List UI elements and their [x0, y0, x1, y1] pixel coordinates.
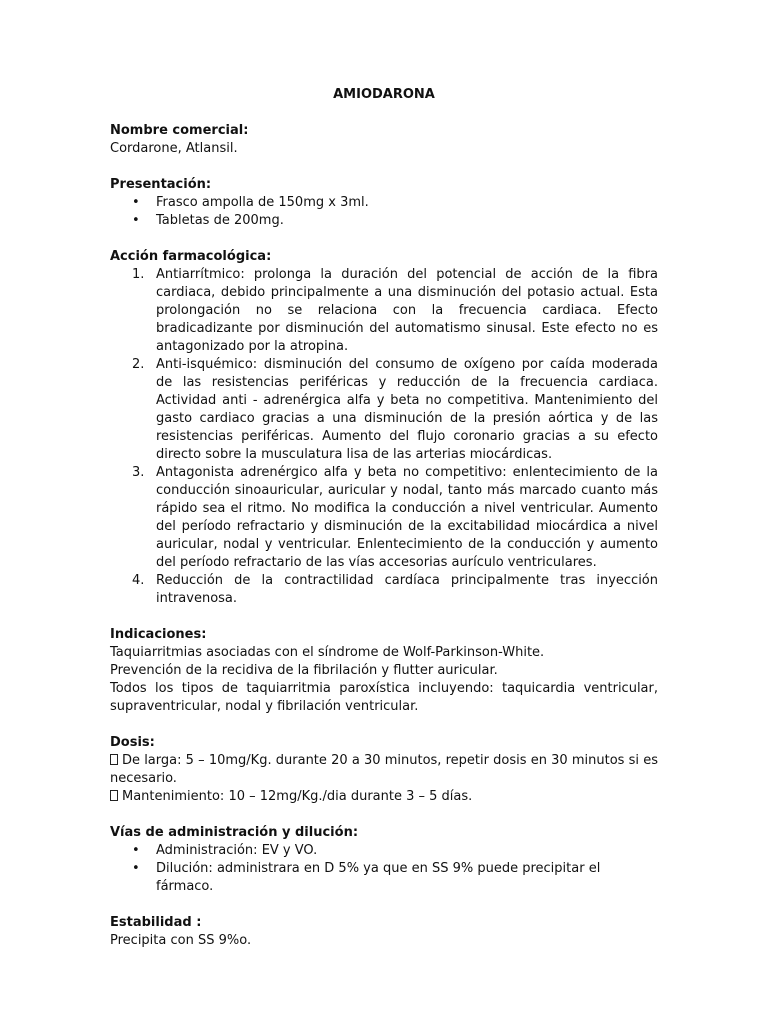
section-text: Precipita con SS 9%o. — [110, 933, 252, 948]
list-item-text: Antagonista adrenérgico alfa y beta no competitivo: enlentecimiento de la conducción sinoauricular, auricular y nodal, tanto más marcado cuanto más rápido sea el ritmo. No modifica la conducción a nivel ventricular. Aumento del período refractario y disminución de la excitabilidad miocárdica a nivel auricular, nodal y ventricular. Enlentecimiento de la conducción y aumento del período refractario de las vías accesorias aurículo ventriculares. — [156, 465, 658, 570]
section-line: Todos los tipos de taquiarritmia paroxística incluyendo: taquicardia ventricular, supraventricular, nodal y fibrilación ventricular. — [110, 681, 658, 714]
bullet-icon: • — [132, 195, 140, 210]
section-accion-farmacologica — [110, 248, 658, 608]
list-number: 3. — [132, 465, 145, 480]
section-title: Vías de administración y dilución: — [110, 825, 359, 840]
bullet-icon: • — [132, 861, 140, 876]
numbered-list — [110, 266, 658, 608]
list-item — [110, 356, 658, 464]
bullet-list — [110, 842, 658, 896]
list-item — [110, 572, 658, 608]
list-item-text: Tabletas de 200mg. — [156, 213, 284, 228]
list-item — [110, 212, 658, 230]
section-vias-administracion — [110, 824, 658, 896]
section-line: Prevención de la recidiva de la fibrilación y flutter auricular. — [110, 663, 498, 678]
dose-line-text: Mantenimiento: 10 – 12mg/Kg./dia durante 3 – 5 días. — [122, 789, 473, 804]
dose-line-text: De larga: 5 – 10mg/Kg. durante 20 a 30 minutos, repetir dosis en 30 minutos si es necesario. — [110, 753, 658, 786]
missing-glyph-icon — [110, 754, 118, 765]
list-item-text: Dilución: administrara en D 5% ya que en SS 9% puede precipitar el fármaco. — [156, 861, 601, 894]
list-item — [110, 194, 658, 212]
bullet-list — [110, 194, 658, 230]
list-item — [110, 842, 658, 860]
list-number: 2. — [132, 357, 145, 372]
section-line: Taquiarritmias asociadas con el síndrome de Wolf-Parkinson-White. — [110, 645, 545, 660]
section-title: Estabilidad : — [110, 915, 202, 930]
list-item-text: Frasco ampolla de 150mg x 3ml. — [156, 195, 369, 210]
section-title: Dosis: — [110, 735, 155, 750]
dose-line — [110, 788, 658, 806]
section-title: Presentación: — [110, 177, 212, 192]
section-estabilidad — [110, 914, 658, 950]
document-page — [110, 86, 658, 968]
section-nombre-comercial — [110, 122, 658, 158]
list-item-text: Reducción de la contractilidad cardíaca principalmente tras inyección intravenosa. — [156, 573, 658, 606]
section-title: Acción farmacológica: — [110, 249, 272, 264]
dose-line — [110, 752, 658, 788]
missing-glyph-icon — [110, 790, 118, 801]
list-number: 1. — [132, 267, 145, 282]
document-title: AMIODARONA — [333, 87, 435, 102]
bullet-icon: • — [132, 213, 140, 228]
list-item-text: Anti-isquémico: disminución del consumo de oxígeno por caída moderada de las resistencias periféricas y reducción de la frecuencia cardiaca. Actividad anti - adrenérgica alfa y beta no competitiva. Mantenimiento del gasto cardiaco gracias a una disminución de la presión aórtica y de las resistencias periféricas. Aumento del flujo coronario gracias a su efecto directo sobre la musculatura lisa de las arterias miocárdicas. — [156, 357, 658, 462]
list-item — [110, 860, 658, 896]
section-text: Cordarone, Atlansil. — [110, 141, 238, 156]
list-item-text: Antiarrítmico: prolonga la duración del potencial de acción de la fibra cardiaca, debido principalmente a una disminución del potasio actual. Esta prolongación no se relaciona con la frecuencia cardiaca. Efecto bradicadizante por disminución del automatismo sinusal. Este efecto no es antagonizado por la atropina. — [156, 267, 658, 354]
section-presentacion — [110, 176, 658, 230]
list-item-text: Administración: EV y VO. — [156, 843, 318, 858]
section-title: Nombre comercial: — [110, 123, 249, 138]
section-dosis — [110, 734, 658, 806]
section-indicaciones — [110, 626, 658, 716]
list-item — [110, 266, 658, 356]
list-number: 4. — [132, 573, 145, 588]
bullet-icon: • — [132, 843, 140, 858]
list-item — [110, 464, 658, 572]
section-title: Indicaciones: — [110, 627, 207, 642]
